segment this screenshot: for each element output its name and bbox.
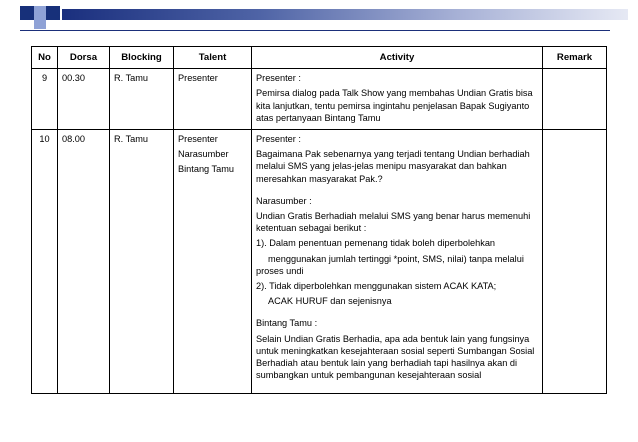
cell-no: 9 bbox=[32, 69, 58, 130]
header-activity: Activity bbox=[252, 47, 543, 69]
corner-square-light bbox=[34, 6, 46, 20]
cell-dorsa: 00.30 bbox=[58, 69, 110, 130]
activity-text: Pemirsa dialog pada Talk Show yang membahas Undian Gratis bisa kita lanjutkan, tentu pemirsa ingintahu penjelasan Bapak Sugiyanto atas pertanyaan Bintang Tamu bbox=[256, 88, 533, 123]
corner-square-navy-2 bbox=[46, 6, 60, 20]
activity-speaker: Presenter : bbox=[256, 134, 301, 145]
talent-name: Presenter bbox=[178, 134, 218, 145]
header-talent: Talent bbox=[174, 47, 252, 69]
corner-square-light-2 bbox=[34, 20, 46, 29]
activity-list-item-continued-text: menggunakan jumlah tertinggi *point, SMS, nilai) tanpa melalui proses undi bbox=[256, 253, 524, 276]
cell-activity bbox=[252, 130, 543, 394]
cell-activity bbox=[252, 69, 543, 130]
activity-list-item-continued: ACAK HURUF dan sejenisnya bbox=[268, 296, 392, 307]
activity-list-item: 2). Tidak diperbolehkan menggunakan sistem ACAK KATA; bbox=[256, 281, 497, 292]
cell-remark bbox=[543, 69, 607, 130]
corner-square-white bbox=[20, 20, 34, 29]
header-blocking: Blocking bbox=[110, 47, 174, 69]
cell-no: 10 bbox=[32, 130, 58, 394]
activity-speaker: Presenter : bbox=[256, 73, 301, 84]
header-remark: Remark bbox=[543, 47, 607, 69]
cell-talent bbox=[174, 69, 252, 130]
activity-speaker: Bintang Tamu : bbox=[256, 318, 318, 329]
header-no: No bbox=[32, 47, 58, 69]
header-dorsa: Dorsa bbox=[58, 47, 110, 69]
cell-remark bbox=[543, 130, 607, 394]
activity-text: Bagaimana Pak sebenarnya yang terjadi tentang Undian berhadiah melalui SMS yang jelas-jelas menipu masyarakat dan bahkan meresahkan masyarakat Pak.? bbox=[256, 149, 530, 184]
talent-name: Presenter bbox=[178, 73, 218, 84]
cell-dorsa: 08.00 bbox=[58, 130, 110, 394]
talent-name: Narasumber bbox=[178, 149, 229, 160]
activity-list-item: 1). Dalam penentuan pemenang tidak boleh diperbolehkan bbox=[256, 238, 496, 249]
rundown-table bbox=[31, 46, 607, 394]
table-row bbox=[32, 130, 607, 394]
cell-blocking: R. Tamu bbox=[110, 130, 174, 394]
table-row bbox=[32, 69, 607, 130]
activity-text: Selain Undian Gratis Berhadia, apa ada bentuk lain yang fungsinya untuk meningkatkan kesejahteraan sosial seperti Sumbangan Sosial Berhadiah atau bentuk lain yang berhadiah tapi hasilnya akan di sumbangkan untuk pembangunan kesejahteraan sosial bbox=[256, 333, 535, 381]
cell-talent bbox=[174, 130, 252, 394]
talent-name: Bintang Tamu bbox=[178, 164, 235, 175]
corner-square-navy bbox=[20, 6, 34, 20]
table-header-row bbox=[32, 47, 607, 69]
header-divider-line bbox=[20, 30, 610, 31]
header-gradient-bar bbox=[62, 9, 628, 20]
activity-speaker: Narasumber : bbox=[256, 195, 312, 206]
activity-list-item-continued bbox=[256, 253, 538, 277]
cell-blocking: R. Tamu bbox=[110, 69, 174, 130]
activity-text: Undian Gratis Berhadiah melalui SMS yang benar harus memenuhi ketentuan sebagai berikut : bbox=[256, 211, 531, 234]
